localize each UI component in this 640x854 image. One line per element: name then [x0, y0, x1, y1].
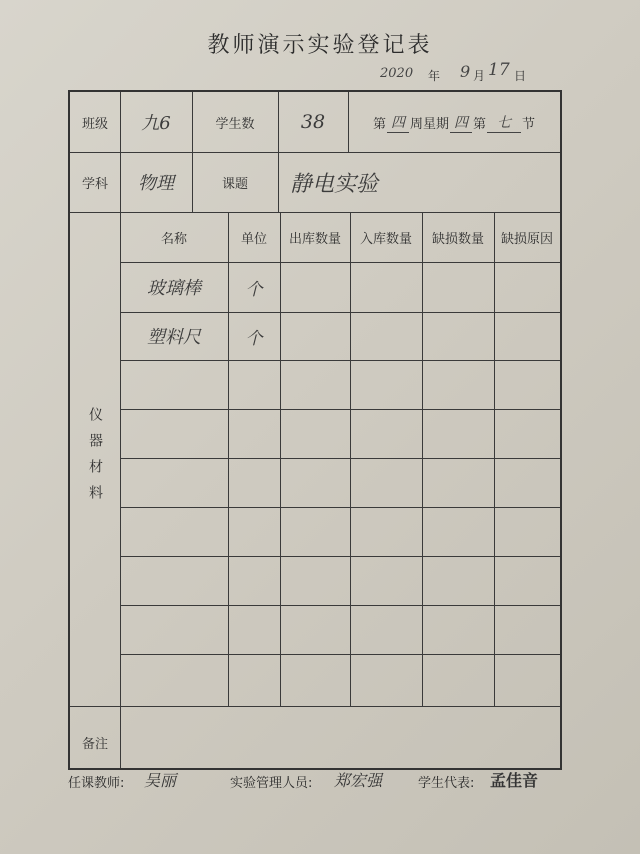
- form-title: 教师演示实验登记表: [207, 33, 433, 58]
- subject-value[interactable]: 物理: [138, 173, 174, 194]
- week-value[interactable]: 四: [387, 112, 409, 133]
- week-period-cell: [348, 92, 560, 152]
- admin-signature[interactable]: 郑宏强: [334, 771, 383, 790]
- col-in-qty: 入库数量: [359, 231, 412, 247]
- signature-line: [70, 768, 590, 798]
- row-2-name[interactable]: 塑料尺: [147, 327, 201, 348]
- date-day: 17: [488, 60, 510, 80]
- col-unit: 单位: [240, 231, 267, 247]
- col-out-qty: 出库数量: [288, 231, 341, 247]
- date-year-label: 年: [428, 69, 441, 83]
- student-rep-signature[interactable]: 孟佳音: [490, 771, 539, 790]
- subject-label: 学科: [81, 176, 108, 192]
- period-prefix: 第: [473, 116, 487, 132]
- remarks-label: 备注: [81, 737, 108, 752]
- registration-table: [68, 90, 562, 770]
- class-value[interactable]: 九6: [141, 113, 171, 134]
- week-prefix: 第: [372, 116, 386, 132]
- period-value[interactable]: 七: [487, 112, 521, 133]
- equipment-section-label: 仪器材料: [87, 407, 103, 511]
- col-name: 名称: [160, 231, 187, 247]
- date-year: 2020: [380, 66, 414, 81]
- date-month-label: 月: [473, 69, 486, 83]
- period-suffix: 节: [522, 116, 536, 132]
- students-label: 学生数: [215, 116, 255, 132]
- date-day-label: 日: [514, 69, 527, 83]
- admin-label: 实验管理人员:: [230, 776, 313, 791]
- col-damage-reason: 缺损原因: [500, 231, 553, 247]
- student-rep-label: 学生代表:: [418, 776, 475, 791]
- topic-label: 课题: [221, 176, 248, 192]
- row-2-unit[interactable]: 个: [245, 328, 263, 349]
- row-1-unit[interactable]: 个: [245, 279, 263, 300]
- row-1-name[interactable]: 玻璃棒: [147, 278, 201, 299]
- teacher-signature[interactable]: 吴丽: [144, 771, 177, 790]
- teacher-label: 任课教师:: [68, 776, 125, 791]
- week-mid: 周星期: [409, 116, 449, 132]
- remarks-field[interactable]: [120, 706, 560, 768]
- students-value[interactable]: 38: [300, 111, 326, 133]
- class-label: 班级: [81, 116, 108, 132]
- topic-value[interactable]: 静电实验: [290, 171, 379, 197]
- col-damage-qty: 缺损数量: [431, 231, 484, 247]
- date-month: 9: [460, 62, 471, 81]
- date-line: [380, 60, 560, 90]
- weekday-value[interactable]: 四: [450, 112, 472, 133]
